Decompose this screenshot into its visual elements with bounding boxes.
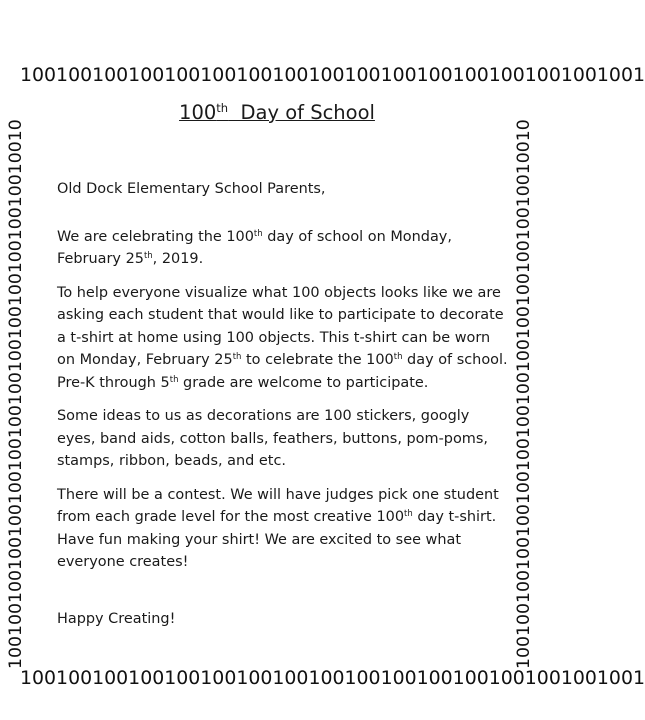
closing: Happy Creating! bbox=[57, 610, 176, 627]
title-superscript: th bbox=[216, 101, 229, 115]
paragraph-ideas: Some ideas to us as decorations are 100 stickers, googly eyes, band aids, cotton balls, feathers, buttons, pom-poms, stamps, ribbon, beads, and etc. bbox=[57, 408, 488, 469]
paragraph-date bbox=[57, 226, 509, 271]
binary-border-left: 10010010010010010010010010010010010010010010010010 bbox=[6, 119, 26, 669]
text: day of school. Pre-K through 5 bbox=[57, 352, 508, 391]
binary-border-right: 10010010010010010010010010010010010010010010010010 bbox=[514, 119, 534, 669]
text: grade are welcome to participate. bbox=[178, 374, 429, 391]
page-title bbox=[0, 101, 554, 124]
title-prefix: 100 bbox=[179, 101, 217, 124]
title-suffix: Day of School bbox=[228, 101, 375, 124]
superscript: th bbox=[253, 228, 263, 239]
text: To help everyone visualize what 100 objects looks like we are asking each student that would like to participate to decorate a t-shirt at home using 100 objects. This t-shirt can be worn on Monday, February 25 bbox=[57, 284, 504, 368]
text: day t-shirt. Have fun making your shirt! We are excited to see what everyone creates! bbox=[57, 509, 497, 570]
greeting: Old Dock Elementary School Parents, bbox=[57, 181, 326, 197]
superscript: th bbox=[232, 352, 242, 362]
superscript: th bbox=[404, 509, 413, 519]
superscript: th bbox=[143, 251, 153, 261]
letter-body bbox=[57, 178, 509, 630]
superscript: th bbox=[169, 374, 179, 385]
paragraph-contest bbox=[57, 484, 509, 574]
binary-border-top: 1001001001001001001001001001001001001001001001001001 bbox=[20, 64, 645, 86]
text: , 2019. bbox=[152, 251, 204, 267]
text: to celebrate the 100 bbox=[241, 352, 394, 368]
text: There will be a contest. We will have judges pick one student from each grade level for the most creative 100 bbox=[57, 486, 499, 525]
binary-border-bottom: 1001001001001001001001001001001001001001001001001001 bbox=[20, 667, 645, 689]
superscript: th bbox=[393, 352, 403, 362]
paragraph-instructions bbox=[57, 282, 509, 395]
text: day of school on Monday, February 25 bbox=[57, 228, 452, 267]
text: We are celebrating the 100 bbox=[57, 228, 254, 245]
